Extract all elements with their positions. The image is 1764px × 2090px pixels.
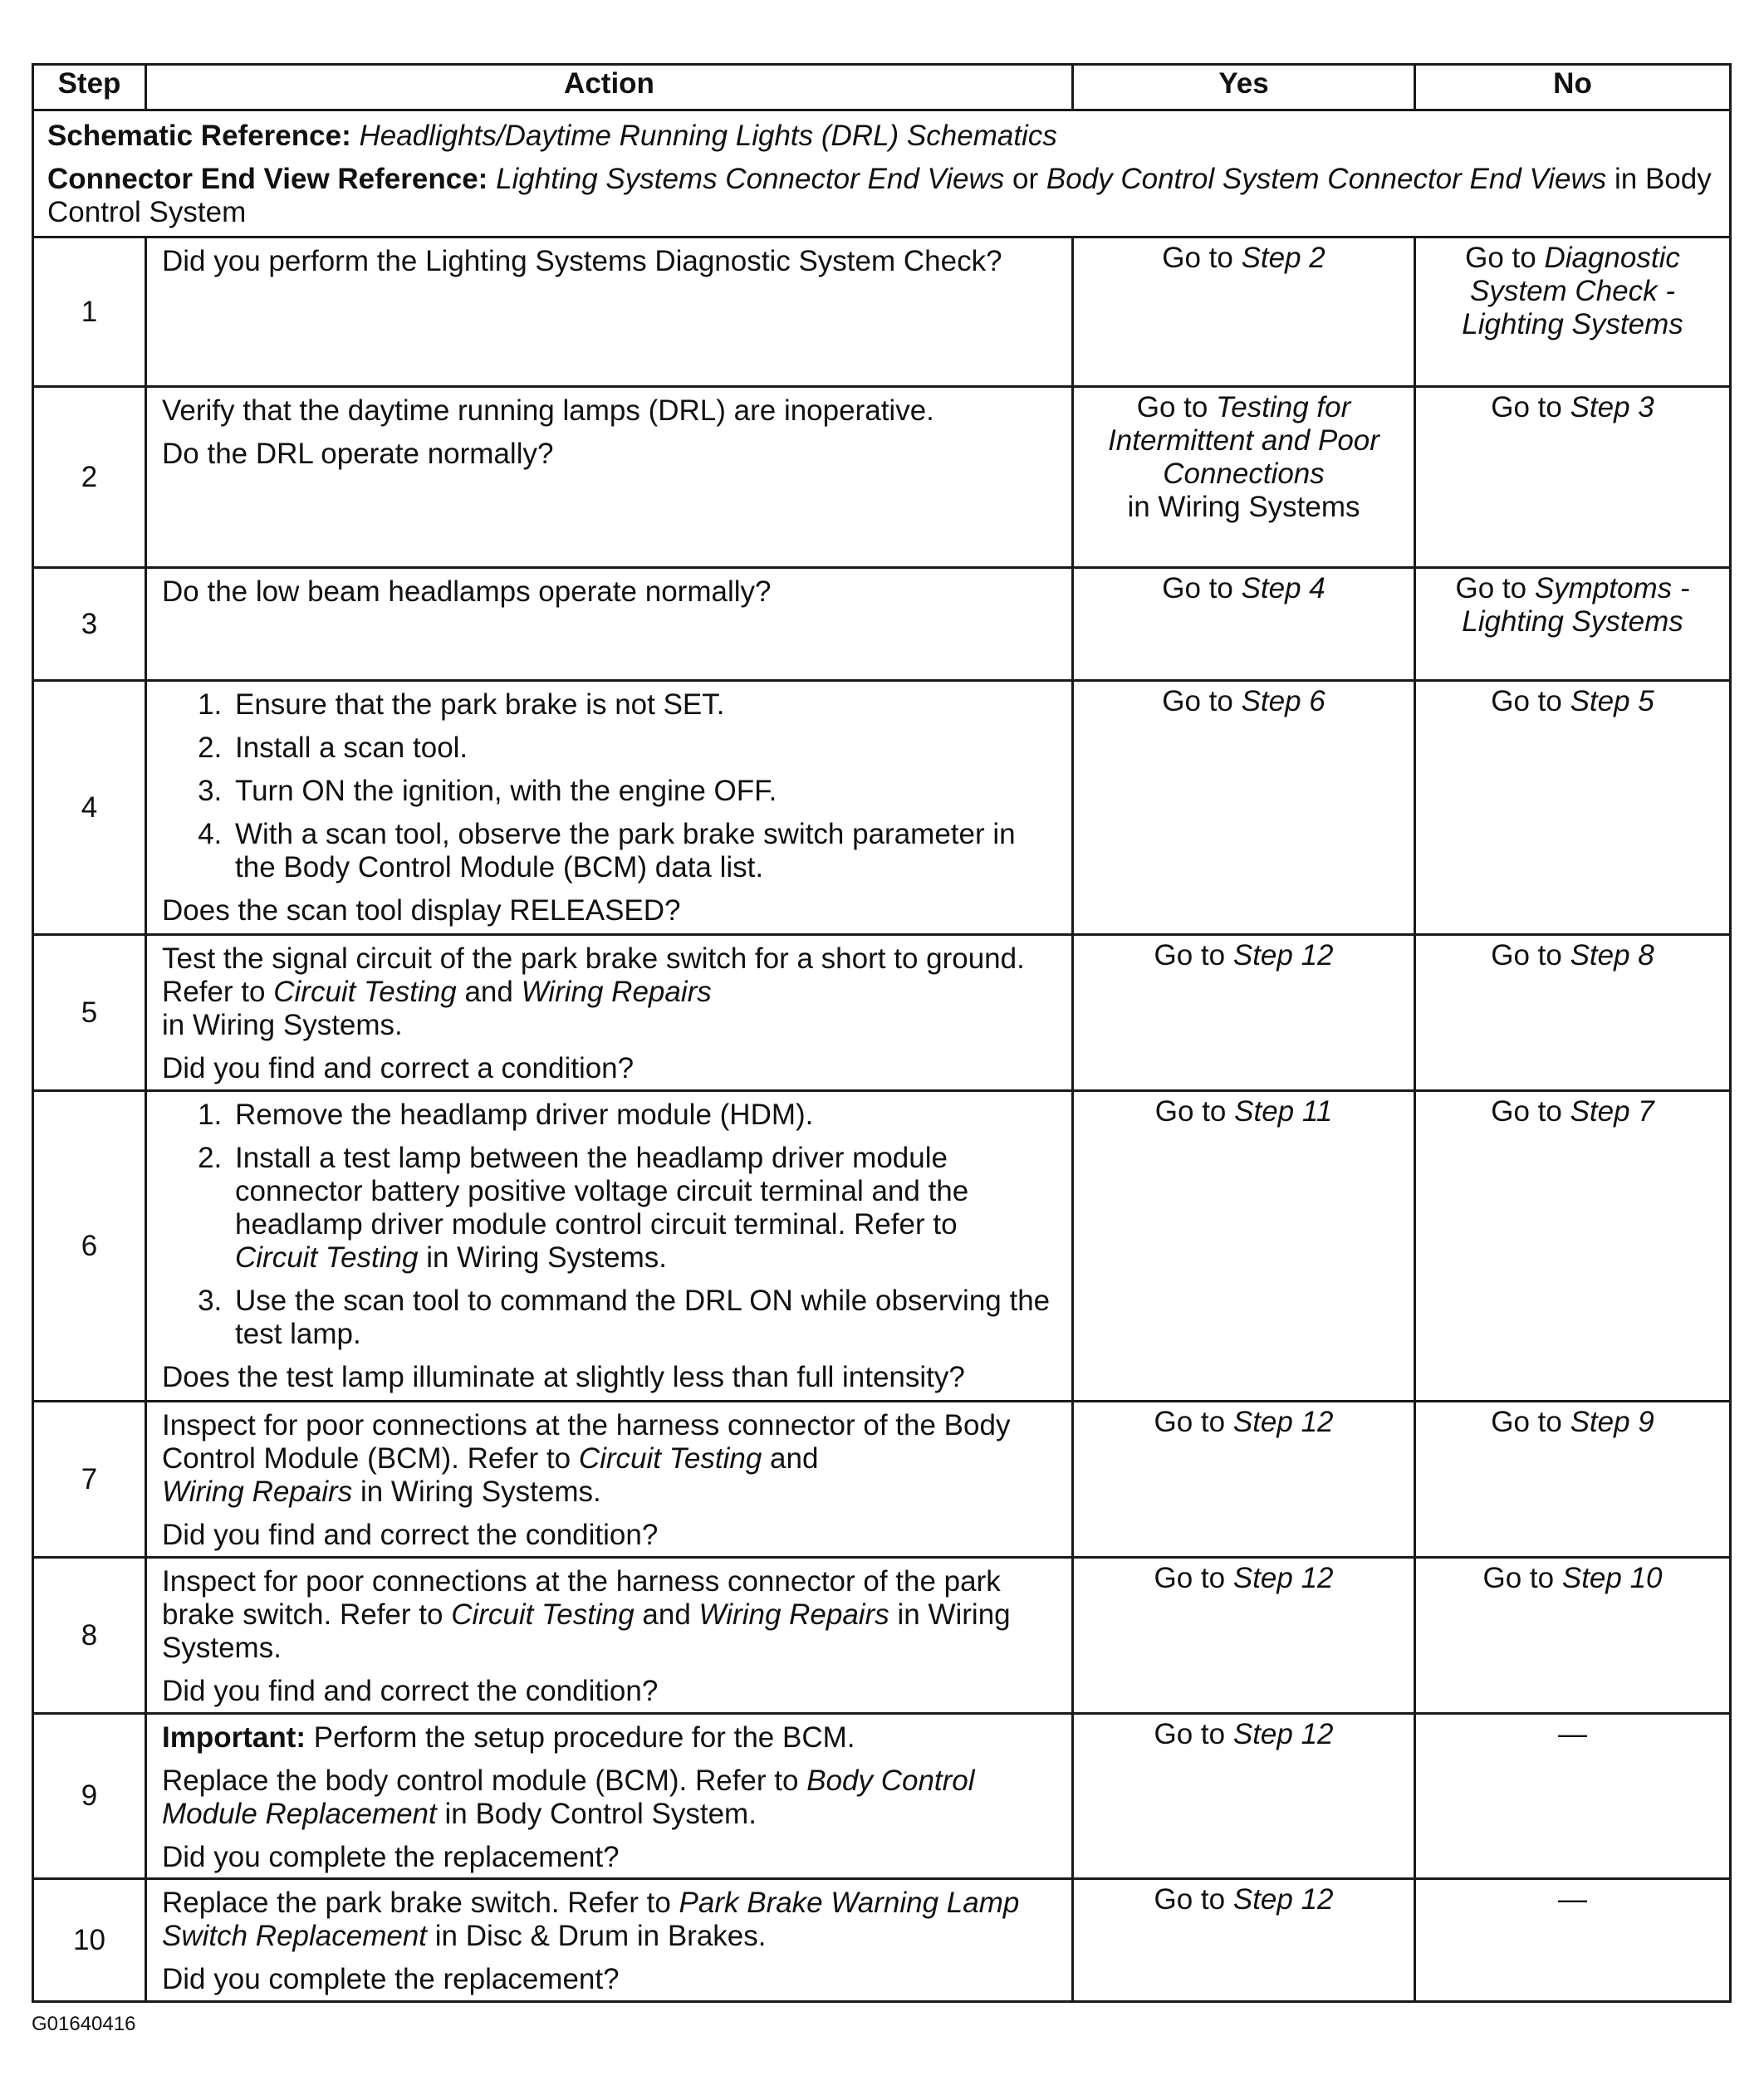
action-text [162,942,1060,1042]
action-text-part: in Wiring Systems. [162,1009,403,1041]
yes-cell [1073,1091,1415,1402]
connector-reference-label: Connector End View Reference: [47,163,488,195]
no-link[interactable]: Step 5 [1570,685,1654,717]
action-cell [146,1879,1073,2002]
yes-link[interactable]: Step 12 [1232,1718,1334,1750]
action-question: Did you perform the Lighting Systems Diagnostic System Check? [162,245,1002,277]
action-cell [146,1558,1073,1714]
yes-cell [1073,681,1415,935]
go-to-text: Go to [1154,1562,1226,1594]
no-result[interactable] [1423,242,1722,341]
yes-link-tail: in Wiring Systems [1127,491,1360,523]
table-row-step-7 [33,1402,1731,1558]
action-text [162,1565,1060,1665]
go-to-text: Go to [1491,391,1562,423]
action-text-part: in Body Control System. [444,1798,757,1830]
step-number: 7 [33,1402,146,1558]
schematic-reference-label: Schematic Reference: [47,120,351,152]
go-to-text: Go to [1162,242,1233,274]
action-text-part: Replace the body control module (BCM). Refer to [162,1765,799,1797]
schematic-reference-link[interactable]: Headlights/Daytime Running Lights (DRL) Schematics [359,120,1057,152]
no-result-dash: — [1558,1883,1587,1916]
yes-result[interactable] [1080,242,1407,275]
go-to-text: Go to [1491,1406,1562,1438]
no-result[interactable] [1423,1095,1722,1128]
table-header-row [33,65,1731,110]
go-to-text: Go to [1491,1095,1562,1128]
no-link[interactable]: Step 8 [1570,939,1654,972]
yes-cell [1073,237,1415,387]
yes-result[interactable] [1080,391,1407,524]
wiring-repairs-link[interactable]: Wiring Repairs [162,1476,353,1508]
action-question: Did you find and correct a condition? [162,1052,635,1084]
no-result[interactable] [1423,572,1722,639]
yes-link[interactable]: Step 2 [1241,242,1325,274]
action-text-part: and [464,976,513,1008]
go-to-text: Go to [1465,242,1536,274]
no-link[interactable]: Diagnostic System Check - Lighting Systems [1462,242,1683,340]
go-to-text: Go to [1154,1883,1226,1916]
connector-reference-link-body[interactable]: Body Control System Connector End Views [1046,163,1607,195]
yes-result[interactable] [1080,1562,1407,1595]
step-number: 6 [33,1091,146,1402]
step-number: 5 [33,935,146,1091]
table-row-step-6 [33,1091,1731,1402]
connector-reference-tail: in Body Control System [47,163,1712,228]
wiring-repairs-link[interactable]: Wiring Repairs [521,976,712,1008]
action-cell [146,681,1073,935]
action-text-part: Test the signal circuit of the park brake switch for a short to ground. Refer to [162,942,1025,1008]
go-to-text: Go to [1136,391,1208,423]
action-question: Do the DRL operate normally? [162,438,554,470]
no-result[interactable] [1423,685,1722,718]
header-action: Action [146,65,1073,110]
yes-cell [1073,1879,1415,2002]
circuit-testing-link[interactable]: Circuit Testing [578,1442,762,1475]
action-cell [146,387,1073,568]
list-item: 2. Install a scan tool. [230,732,1060,765]
step-number: 3 [33,568,146,681]
table-row-step-4 [33,681,1731,935]
yes-cell [1073,387,1415,568]
header-step: Step [33,65,146,110]
no-cell [1415,1402,1731,1558]
no-link[interactable]: Step 3 [1570,391,1654,423]
table-row-step-9 [33,1714,1731,1879]
action-text [162,1765,1060,1831]
list-item: 3. Use the scan tool to command the DRL ON while observing the test lamp. [230,1285,1060,1351]
list-item-tail: in Wiring Systems. [426,1241,667,1274]
action-text [162,1887,1060,1953]
no-cell [1415,1091,1731,1402]
action-list [162,1099,1060,1351]
no-result[interactable] [1423,1562,1722,1595]
yes-cell [1073,1558,1415,1714]
no-cell [1415,681,1731,935]
action-text-part: Inspect for poor connections at the harness connector of the park brake switch. Refer to [162,1565,1001,1631]
action-list [162,688,1060,884]
list-item: 4. With a scan tool, observe the park brake switch parameter in the Body Control Module (BCM) data list. [230,818,1060,884]
step-number: 8 [33,1558,146,1714]
go-to-text: Go to [1162,685,1233,717]
header-no: No [1415,65,1731,110]
no-result[interactable] [1423,391,1722,424]
figure-id: G01640416 [32,2013,136,2035]
wiring-repairs-link[interactable]: Wiring Repairs [698,1598,889,1631]
yes-link[interactable]: Testing for Intermittent and Poor Connections [1108,391,1379,490]
important-label: Important: [162,1721,306,1754]
yes-cell [1073,1402,1415,1558]
no-link[interactable]: Step 10 [1561,1562,1663,1594]
go-to-text: Go to [1154,1406,1226,1438]
table-row-step-8 [33,1558,1731,1714]
no-cell [1415,1714,1731,1879]
schematic-reference [47,120,1716,153]
action-question: Do the low beam headlamps operate normally? [162,575,772,608]
circuit-testing-link[interactable]: Circuit Testing [235,1241,419,1274]
action-cell [146,237,1073,387]
action-question: Did you find and correct the condition? [162,1519,659,1551]
bcm-replacement-link[interactable]: Body Control Module Replacement [162,1765,975,1830]
yes-link[interactable]: Step 4 [1241,572,1325,604]
action-cell [146,1091,1073,1402]
no-cell [1415,1879,1731,2002]
table-row-step-1 [33,237,1731,387]
step-number: 9 [33,1714,146,1879]
no-link[interactable]: Step 7 [1570,1095,1654,1128]
reference-cell [33,110,1731,237]
action-text-part: in Wiring Systems. [162,1598,1011,1664]
go-to-text: Go to [1154,1718,1226,1750]
action-question: Did you complete the replacement? [162,1963,620,1995]
yes-link[interactable]: Step 6 [1241,685,1325,717]
step-number: 10 [33,1879,146,2002]
list-item [230,1142,1060,1275]
yes-link[interactable]: Step 12 [1232,1883,1334,1916]
circuit-testing-link[interactable]: Circuit Testing [451,1598,635,1631]
circuit-testing-link[interactable]: Circuit Testing [273,976,457,1008]
list-item: 1. Remove the headlamp driver module (HDM). [230,1099,1060,1132]
action-cell [146,1402,1073,1558]
yes-result[interactable] [1080,1095,1407,1128]
no-cell [1415,237,1731,387]
action-text-part: Inspect for poor connections at the harness connector of the Body Control Module (BCM). Refer to [162,1409,1011,1475]
action-text-part: in Wiring Systems. [360,1476,601,1508]
step-number: 4 [33,681,146,935]
yes-result[interactable] [1080,1406,1407,1439]
important-note [162,1721,1060,1755]
diagnostic-table [32,63,1732,2003]
action-cell [146,568,1073,681]
action-question: Does the scan tool display RELEASED? [162,894,681,927]
yes-cell [1073,568,1415,681]
yes-cell [1073,1714,1415,1879]
action-question: Does the test lamp illuminate at slightly less than full intensity? [162,1361,965,1393]
no-cell [1415,935,1731,1091]
table-row-step-3 [33,568,1731,681]
go-to-text: Go to [1482,1562,1555,1594]
connector-reference-or: or [1012,163,1039,195]
yes-result[interactable] [1080,1718,1407,1751]
yes-link[interactable]: Step 12 [1232,1562,1334,1594]
yes-link[interactable]: Step 12 [1232,939,1334,972]
connector-reference [47,163,1716,229]
reference-row [33,110,1731,237]
yes-result[interactable] [1080,1883,1407,1916]
action-text [162,1409,1060,1509]
action-question: Did you find and correct the condition? [162,1675,659,1707]
important-text: Perform the setup procedure for the BCM. [313,1721,855,1754]
header-yes: Yes [1073,65,1415,110]
no-cell [1415,568,1731,681]
yes-result[interactable] [1080,939,1407,972]
diagnostic-table-container [32,63,1729,2003]
action-text-part: Replace the park brake switch. Refer to [162,1887,671,1919]
yes-link[interactable]: Step 11 [1234,1095,1333,1128]
step-number: 1 [33,237,146,387]
no-result[interactable] [1423,1406,1722,1439]
no-cell [1415,1558,1731,1714]
go-to-text: Go to [1162,572,1233,604]
no-link[interactable]: Step 9 [1570,1406,1654,1438]
yes-result[interactable] [1080,572,1407,605]
action-question: Did you complete the replacement? [162,1841,620,1873]
go-to-text: Go to [1455,572,1527,604]
no-cell [1415,387,1731,568]
yes-cell [1073,935,1415,1091]
park-brake-switch-replacement-link[interactable]: Park Brake Warning Lamp Switch Replacement [162,1887,1020,1952]
list-item-text: Install a test lamp between the headlamp driver module connector battery positive voltage circuit terminal and the headlamp driver module control circuit terminal. Refer to [235,1142,969,1241]
action-cell [146,1714,1073,1879]
table-row-step-10 [33,1879,1731,2002]
no-link[interactable]: Symptoms - Lighting Systems [1462,572,1690,638]
go-to-text: Go to [1154,939,1226,972]
list-item: 3. Turn ON the ignition, with the engine OFF. [230,775,1060,808]
action-text: Verify that the daytime running lamps (DRL) are inoperative. [162,394,934,427]
go-to-text: Go to [1154,1095,1227,1128]
connector-reference-link-lighting[interactable]: Lighting Systems Connector End Views [496,163,1005,195]
no-result[interactable] [1423,939,1722,972]
action-text-part: and [770,1442,819,1475]
list-item: 1. Ensure that the park brake is not SET. [230,688,1060,722]
yes-result[interactable] [1080,685,1407,718]
go-to-text: Go to [1491,685,1562,717]
action-cell [146,935,1073,1091]
yes-link[interactable]: Step 12 [1232,1406,1334,1438]
no-result-dash: — [1558,1718,1587,1750]
step-number: 2 [33,387,146,568]
table-row-step-5 [33,935,1731,1091]
table-row-step-2 [33,387,1731,568]
go-to-text: Go to [1491,939,1562,972]
action-text-part: in Disc & Drum in Brakes. [434,1920,767,1952]
action-text-part: and [642,1598,691,1631]
